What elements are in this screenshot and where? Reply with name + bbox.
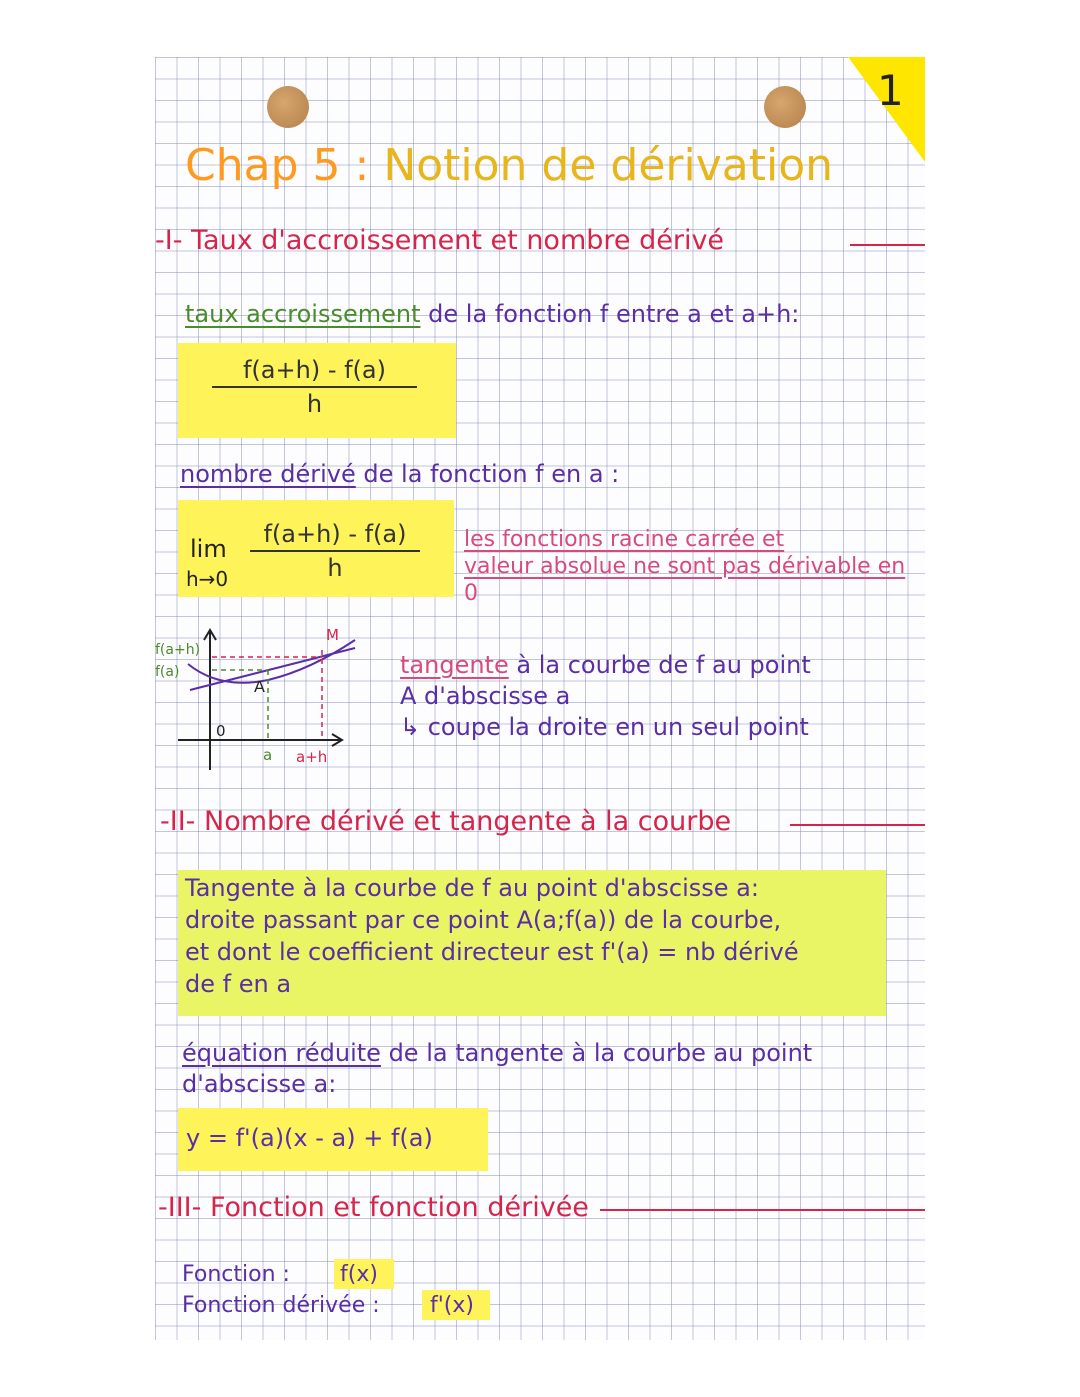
tangent-graph: [150, 620, 365, 780]
section2-rule: [790, 824, 925, 826]
derivee-label: Fonction dérivée :: [182, 1293, 380, 1318]
label-x-ah: a+h: [296, 748, 328, 766]
lim-subscript: h→0: [186, 567, 229, 591]
section2-heading: -II- Nombre dérivé et tangente à la courbe: [160, 806, 732, 837]
label-fa: f(a): [155, 664, 180, 680]
binder-hole-right: [764, 86, 806, 128]
label-origin: 0: [216, 722, 226, 740]
section3-rule: [600, 1209, 925, 1211]
section1-heading: -I- Taux d'accroissement et nombre dérivé: [155, 225, 725, 256]
definition-text: Tangente à la courbe de f au point d'abscisse a: droite passant par ce point A(a;f(a)) de la courbe, et dont le coefficient directeur est f'(a) = nb dérivé de f en a: [185, 874, 799, 998]
taux-line: taux accroissement de la fonction f entre a et a+h:: [185, 300, 800, 328]
nombre-line: nombre dérivé de la fonction f en a :: [180, 460, 620, 488]
label-point-a: A: [254, 677, 265, 696]
curve: [188, 640, 355, 683]
page-number: 1: [877, 66, 904, 115]
label-point-m: M: [326, 626, 339, 644]
fonction-label: Fonction :: [182, 1262, 290, 1287]
section1-rule: [850, 244, 925, 246]
tangent-line: [190, 648, 355, 690]
fonction-value: f(x): [340, 1262, 378, 1287]
label-x-a: a: [263, 746, 273, 764]
page-title: Chap 5 : Notion de dérivation: [185, 140, 834, 191]
label-fah: f(a+h): [155, 642, 201, 658]
tangent-note: tangente à la courbe de f au point A d'abscisse a ↳ coupe la droite en un seul point: [400, 651, 811, 741]
lim-symbol: lim: [190, 535, 227, 563]
note-non-derivable: les fonctions racine carrée et valeur absolue ne sont pas dérivable en 0: [464, 527, 906, 606]
equation-line: équation réduite de la tangente à la courbe au point d'abscisse a:: [182, 1039, 813, 1098]
derivee-value: f'(x): [430, 1293, 474, 1318]
lim-fraction: f(a+h) - f(a) h: [250, 520, 420, 582]
equation-formula: y = f'(a)(x - a) + f(a): [186, 1124, 433, 1152]
binder-hole-left: [267, 86, 309, 128]
taux-formula: f(a+h) - f(a) h: [212, 356, 417, 418]
section3-heading: -III- Fonction et fonction dérivée: [158, 1192, 589, 1223]
